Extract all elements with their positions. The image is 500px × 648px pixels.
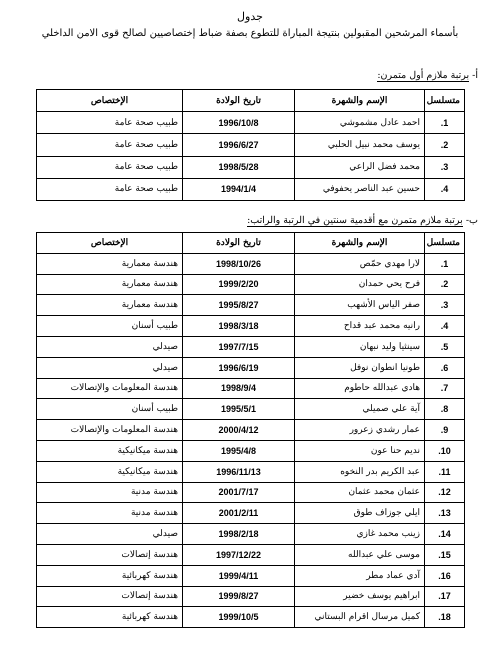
row-name: لارا مهدي حمّص <box>295 253 425 274</box>
row-birth-date: 2001/7/17 <box>183 482 295 503</box>
row-specialty: هندسة إتصالات <box>37 586 183 607</box>
row-serial: 13. <box>425 503 465 524</box>
row-name: رانيه محمد عبد قداح <box>295 316 425 337</box>
table-lieutenant <box>36 232 465 628</box>
table-row <box>37 565 465 586</box>
table-row <box>37 544 465 565</box>
header-name: الإسم والشهرة <box>295 90 425 112</box>
table-row <box>37 336 465 357</box>
section-b-marker: ب- <box>465 215 478 226</box>
row-serial: 7. <box>425 378 465 399</box>
row-name: فرح يحي حمدان <box>295 274 425 295</box>
row-specialty: هندسة معمارية <box>37 253 183 274</box>
row-birth-date: 1997/7/15 <box>183 336 295 357</box>
row-birth-date: 1995/5/1 <box>183 399 295 420</box>
row-specialty: صيدلي <box>37 357 183 378</box>
row-serial: 17. <box>425 586 465 607</box>
row-birth-date: 2000/4/12 <box>183 420 295 441</box>
row-name: عثمان محمد عثمان <box>295 482 425 503</box>
table-row <box>37 134 465 156</box>
row-serial: 16. <box>425 565 465 586</box>
row-serial: 10. <box>425 440 465 461</box>
table-row <box>37 357 465 378</box>
header-dob: تاريخ الولادة <box>183 233 295 254</box>
table-row <box>37 482 465 503</box>
row-specialty: هندسة معمارية <box>37 274 183 295</box>
row-birth-date: 1994/1/4 <box>183 178 295 200</box>
row-specialty: هندسة مدنية <box>37 503 183 524</box>
row-serial: 11. <box>425 461 465 482</box>
header-dob: تاريخ الولادة <box>183 90 295 112</box>
row-serial: 2. <box>425 134 465 156</box>
row-birth-date: 1998/9/4 <box>183 378 295 399</box>
table-row <box>37 378 465 399</box>
table-row <box>37 316 465 337</box>
header-specialty: الإختصاص <box>37 233 183 254</box>
row-birth-date: 1998/5/28 <box>183 156 295 178</box>
row-birth-date: 1998/2/18 <box>183 524 295 545</box>
table-row <box>37 178 465 200</box>
row-serial: 12. <box>425 482 465 503</box>
table-row <box>37 586 465 607</box>
row-specialty: طبيب أسنان <box>37 399 183 420</box>
row-name: ابراهيم يوسف خضير <box>295 586 425 607</box>
row-serial: 18. <box>425 607 465 628</box>
row-specialty: هندسة كهربائية <box>37 607 183 628</box>
row-serial: 5. <box>425 336 465 357</box>
row-serial: 3. <box>425 156 465 178</box>
table-row <box>37 112 465 134</box>
row-serial: 4. <box>425 316 465 337</box>
row-birth-date: 1999/10/5 <box>183 607 295 628</box>
row-name: سينثيا وليد نبهان <box>295 336 425 357</box>
row-specialty: طبيب صحة عامة <box>37 112 183 134</box>
row-name: هادي عبدالله حاطوم <box>295 378 425 399</box>
row-specialty: هندسة كهربائية <box>37 565 183 586</box>
row-serial: 6. <box>425 357 465 378</box>
table-row <box>37 156 465 178</box>
row-birth-date: 1999/2/20 <box>183 274 295 295</box>
row-serial: 8. <box>425 399 465 420</box>
row-specialty: هندسة إتصالات <box>37 544 183 565</box>
row-birth-date: 2001/2/11 <box>183 503 295 524</box>
table-row <box>37 253 465 274</box>
header-serial: متسلسل <box>425 90 465 112</box>
table-header-row <box>37 233 465 254</box>
row-birth-date: 1996/6/27 <box>183 134 295 156</box>
row-serial: 1. <box>425 112 465 134</box>
row-name: نديم حنا عون <box>295 440 425 461</box>
row-specialty: هندسة ميكانيكية <box>37 461 183 482</box>
row-birth-date: 1999/4/11 <box>183 565 295 586</box>
row-birth-date: 1996/10/8 <box>183 112 295 134</box>
document-subtitle: بأسماء المرشحين المقبولين بنتيجة المباراة للتطوع بصفة ضباط إختصاصيين لصالح قوى الامن الداخلي <box>41 28 459 39</box>
row-specialty: صيدلي <box>37 336 183 357</box>
row-birth-date: 1995/4/8 <box>183 440 295 461</box>
section-a-heading <box>377 70 478 81</box>
row-serial: 4. <box>425 178 465 200</box>
row-name: آية علي صميلي <box>295 399 425 420</box>
row-name: صفر الياس الأشهب <box>295 295 425 316</box>
row-birth-date: 1996/6/19 <box>183 357 295 378</box>
document-title: جدول <box>237 10 263 23</box>
table-row <box>37 440 465 461</box>
row-name: طونيا انطوان نوفل <box>295 357 425 378</box>
row-name: آدي عماد مطر <box>295 565 425 586</box>
row-name: احمد عادل مشموشي <box>295 112 425 134</box>
row-birth-date: 1995/8/27 <box>183 295 295 316</box>
row-specialty: هندسة المعلومات والإتصالات <box>37 420 183 441</box>
table-first-lieutenant <box>36 89 465 201</box>
header-serial: متسلسل <box>425 233 465 254</box>
row-specialty: طبيب صحة عامة <box>37 178 183 200</box>
row-birth-date: 1998/3/18 <box>183 316 295 337</box>
row-name: عبد الكريم بدر النخوه <box>295 461 425 482</box>
header-name: الإسم والشهرة <box>295 233 425 254</box>
row-serial: 1. <box>425 253 465 274</box>
section-b-label: برتبة ملازم متمرن مع أقدمية سنتين في الرتبة والراتب: <box>247 215 463 226</box>
table-row <box>37 420 465 441</box>
row-serial: 9. <box>425 420 465 441</box>
table-row <box>37 607 465 628</box>
table-row <box>37 461 465 482</box>
row-name: موسى علي عبدالله <box>295 544 425 565</box>
row-specialty: هندسة مدنية <box>37 482 183 503</box>
table-row <box>37 274 465 295</box>
row-name: زينب محمد غازي <box>295 524 425 545</box>
row-specialty: طبيب صحة عامة <box>37 156 183 178</box>
row-name: محمد فضل الراعي <box>295 156 425 178</box>
header-specialty: الإختصاص <box>37 90 183 112</box>
row-name: عمار رشدي زعرور <box>295 420 425 441</box>
row-specialty: طبيب صحة عامة <box>37 134 183 156</box>
row-birth-date: 1998/10/26 <box>183 253 295 274</box>
row-specialty: هندسة ميكانيكية <box>37 440 183 461</box>
row-name: كميل مرسال اقرام البستاني <box>295 607 425 628</box>
table-row <box>37 503 465 524</box>
table-row <box>37 295 465 316</box>
row-serial: 3. <box>425 295 465 316</box>
row-birth-date: 1997/12/22 <box>183 544 295 565</box>
row-specialty: هندسة معمارية <box>37 295 183 316</box>
row-specialty: طبيب أسنان <box>37 316 183 337</box>
table-row <box>37 399 465 420</box>
row-specialty: صيدلي <box>37 524 183 545</box>
section-a-marker: أ- <box>472 70 478 81</box>
section-b-heading <box>247 215 478 226</box>
row-birth-date: 1999/8/27 <box>183 586 295 607</box>
row-serial: 14. <box>425 524 465 545</box>
row-serial: 2. <box>425 274 465 295</box>
row-birth-date: 1996/11/13 <box>183 461 295 482</box>
row-name: يوسف محمد نبيل الحلبي <box>295 134 425 156</box>
section-a-label: برتبة ملازم أول متمرن: <box>377 70 470 81</box>
row-specialty: هندسة المعلومات والإتصالات <box>37 378 183 399</box>
row-serial: 15. <box>425 544 465 565</box>
table-header-row <box>37 90 465 112</box>
row-name: ايلي جوزاف طوق <box>295 503 425 524</box>
row-name: حسين عبد الناصر يحفوفي <box>295 178 425 200</box>
table-row <box>37 524 465 545</box>
